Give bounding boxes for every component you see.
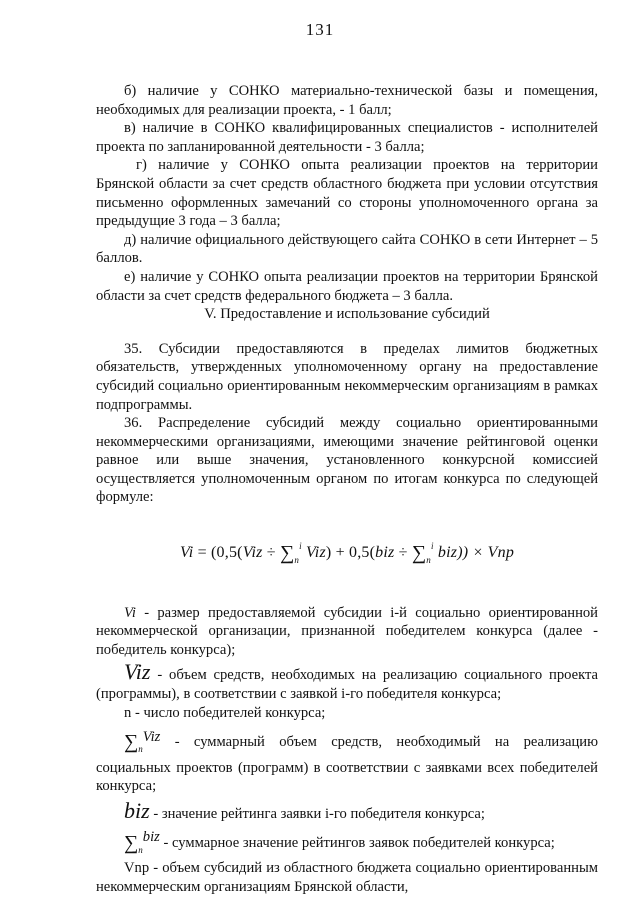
definition-sum-biz [96,828,598,860]
sum-icon: ∑ [124,731,139,754]
formula-sum-lower-2: n [426,555,431,566]
page-number: 131 [305,20,335,39]
definition-biz [96,798,598,824]
formula-sum-upper-2: i [431,541,434,552]
formula-sum-icon: ∑ [279,542,295,565]
symbol-biz: biz [124,798,150,823]
definition-sum-viz [96,728,598,796]
formula-sum-upper: i [299,541,302,552]
criterion-b: б) наличие у СОНКО материально-технической базы и помещения, необходимых для реализации проекта, - 1 балл; [96,83,598,118]
symbol-viz: Viz [124,659,151,685]
sum-viz-lower: n [138,744,143,755]
formula-tail: )) × Vnp [457,544,515,562]
sum-biz-lower: n [138,844,143,855]
formula-sum-icon-2: ∑ [411,542,427,565]
sum-biz-icon: ∑ [124,831,139,854]
paragraph-35: 35. Субсидии предоставляются в пределах лимитов бюджетных обязательств, утвержденных уполномоченному органу на предоставление субсидий социально ориентированным некоммерческим организациям в рамках подпрограммы. [96,340,598,413]
symbol-sum-biz: biz [142,828,160,845]
formula-divide-1: ÷ [262,544,280,562]
symbol-sum-viz: Viz [142,729,161,746]
criterion-g: г) наличие у СОНКО опыта реализации проектов на территории Брянской области за счет средств областного бюджета при условии отсутствия письменно оформленных замечаний со стороны уполномоченного органа за предыдущие 3 года – 3 балла; [96,157,598,230]
formula-mid: ) + 0,5( [325,544,376,562]
document-body [96,82,598,896]
formula-viz: Viz [242,544,263,562]
definition-biz-text: - значение рейтинга заявки i-го победителя конкурса; [149,806,485,822]
definition-vi-text: - размер предоставляемой субсидии i-й социально ориентированной некоммерческой организации, признанной победителем конкурса (далее - победитель конкурса); [96,604,598,658]
definition-vnp: Vnp - объем субсидий из областного бюджета социально ориентированным некоммерческим организациям Брянской области, [96,860,598,895]
formula-open: = (0,5( [193,544,243,562]
definition-vi [96,604,598,660]
paragraph-36: 36. Распределение субсидий между социально ориентированными некоммерческими организациями, имеющими значение рейтинговой оценки равное или выше значения, установленного конкурсной комиссией осуществляется уполномоченным органом по итогам конкурса по следующей формуле: [96,415,598,506]
formula-lhs: Vi [179,544,194,562]
formula-biz-sum: biz [433,544,458,562]
definition-viz [96,659,598,703]
distribution-formula [96,537,598,570]
formula-biz: biz [375,544,395,562]
definition-n: n - число победителей конкурса; [124,704,326,721]
formula-divide-2: ÷ [394,544,412,562]
criterion-v: в) наличие в СОНКО квалифицированных специалистов - исполнителей проекта по запланированной деятельности - 3 балла; [96,120,598,155]
formula-sum-lower: n [294,555,300,566]
section-heading: V. Предоставление и использование субсидий [204,306,490,323]
definition-sum-biz-text: - суммарное значение рейтингов заявок победителей конкурса; [159,834,555,851]
criterion-e: е) наличие у СОНКО опыта реализации проектов на территории Брянской области за счет средств федерального бюджета – 3 балла. [96,268,598,304]
formula-viz-sum: Viz [301,544,326,562]
definition-viz-text: - объем средств, необходимых на реализацию социального проекта (программы), в соответствии с заявкой i-го победителя конкурса; [96,667,598,703]
symbol-vi: Vi [124,604,136,621]
criterion-d: д) наличие официального действующего сайта СОНКО в сети Интернет – 5 баллов. [96,231,598,267]
definition-sum-viz-text: - суммарный объем средств, необходимый на реализацию социальных проектов (программ) в соответствии с заявками всех победителей конкурса; [96,734,598,795]
